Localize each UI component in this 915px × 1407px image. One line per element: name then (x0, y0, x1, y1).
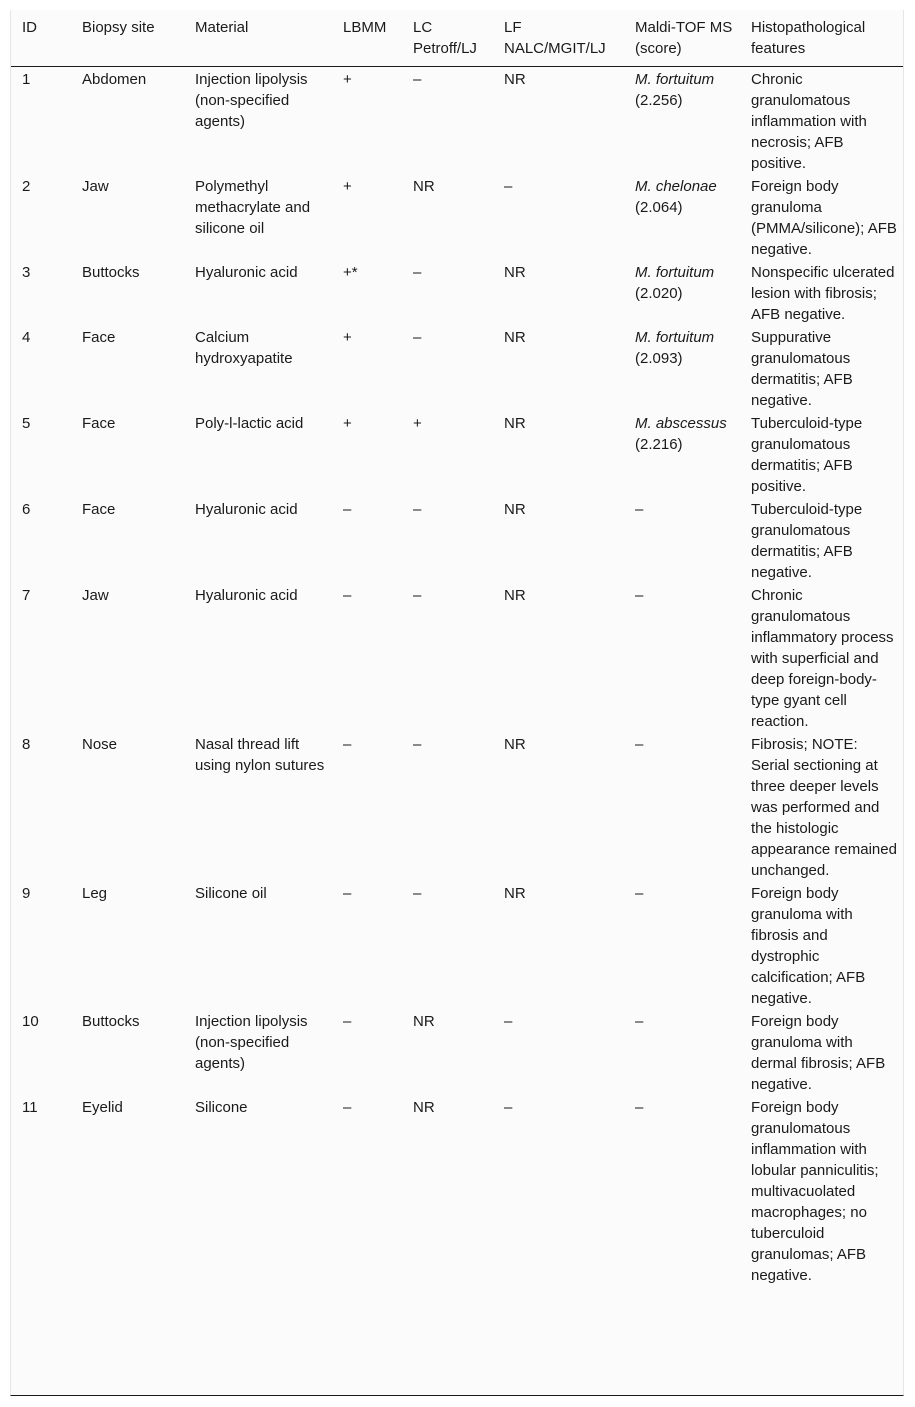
cell-lc: – (413, 587, 422, 604)
maldi-species: M. fortuitum (635, 329, 715, 346)
cell-lbmm: + (343, 329, 352, 346)
cell-lc: – (413, 71, 422, 88)
table-row (11, 326, 903, 412)
maldi-score: (2.256) (635, 92, 683, 109)
table-row (11, 261, 903, 326)
cell-lf: – (504, 1013, 513, 1030)
cell-lf: NR (504, 736, 526, 753)
cell-id: 8 (22, 736, 31, 753)
cell-biopsy-site: Jaw (82, 178, 109, 195)
cell-biopsy-site: Eyelid (82, 1099, 123, 1116)
maldi-score: (2.020) (635, 285, 683, 302)
cell-id: 9 (22, 885, 31, 902)
cell-lf: NR (504, 501, 526, 518)
cell-lbmm: +* (343, 264, 358, 281)
cell-material: Injection lipolysis (non-specified agents) (195, 71, 308, 130)
cell-material: Nasal thread lift using nylon sutures (195, 736, 325, 774)
cell-lf: NR (504, 415, 526, 432)
maldi-score: (2.064) (635, 199, 683, 216)
cell-material: Hyaluronic acid (195, 264, 298, 281)
cell-maldi (624, 1010, 740, 1096)
cell-maldi (624, 412, 740, 498)
cell-histopathology: Fibrosis; NOTE: Serial sectioning at three deeper levels was performed and the histologic appearance remained unchanged. (751, 736, 897, 879)
cell-histopathology: Foreign body granuloma with fibrosis and dystrophic calcification; AFB negative. (751, 885, 866, 1007)
cell-lc: NR (413, 1099, 435, 1116)
cell-material: Poly-l-lactic acid (195, 415, 304, 432)
cell-biopsy-site: Face (82, 329, 116, 346)
cell-histopathology: Suppurative granulomatous dermatitis; AFB negative. (751, 329, 853, 409)
cell-lc: – (413, 885, 422, 902)
cell-histopathology: Chronic granulomatous inflammation with necrosis; AFB positive. (751, 71, 867, 172)
cell-lbmm: – (343, 885, 352, 902)
cell-lf: NR (504, 885, 526, 902)
cell-maldi (624, 1096, 740, 1287)
cell-lc: – (413, 264, 422, 281)
cell-maldi (624, 67, 740, 176)
cell-histopathology: Nonspecific ulcerated lesion with fibrosis; AFB negative. (751, 264, 895, 323)
table-row (11, 175, 903, 261)
cell-id: 5 (22, 415, 31, 432)
cell-id: 2 (22, 178, 31, 195)
cell-lc: NR (413, 178, 435, 195)
header-lf: LF NALC/MGIT/LJ (493, 10, 624, 67)
results-table (11, 10, 903, 1287)
cell-biopsy-site: Abdomen (82, 71, 147, 88)
maldi-score: – (635, 1099, 644, 1116)
cell-id: 10 (22, 1013, 39, 1030)
cell-lf: – (504, 1099, 513, 1116)
table-row (11, 412, 903, 498)
cell-biopsy-site: Leg (82, 885, 108, 902)
cell-lbmm: + (343, 178, 352, 195)
cell-lc: – (413, 329, 422, 346)
header-id: ID (11, 10, 71, 67)
cell-histopathology: Foreign body granuloma with dermal fibrosis; AFB negative. (751, 1013, 886, 1093)
maldi-score: – (635, 1013, 644, 1030)
cell-lf: NR (504, 264, 526, 281)
cell-lbmm: + (343, 71, 352, 88)
maldi-species: M. abscessus (635, 415, 727, 432)
cell-maldi (624, 326, 740, 412)
cell-maldi (624, 733, 740, 882)
table-body (11, 67, 903, 1288)
table-row (11, 498, 903, 584)
cell-histopathology: Tuberculoid-type granulomatous dermatitis; AFB negative. (751, 501, 863, 581)
cell-id: 4 (22, 329, 31, 346)
cell-material: Hyaluronic acid (195, 501, 298, 518)
cell-lf: NR (504, 71, 526, 88)
cell-material: Silicone (195, 1099, 248, 1116)
maldi-score: (2.093) (635, 350, 683, 367)
header-biopsy-site: Biopsy site (71, 10, 184, 67)
table-row (11, 67, 903, 176)
maldi-species: M. chelonae (635, 178, 717, 195)
cell-lbmm: + (343, 415, 352, 432)
cell-lc: – (413, 501, 422, 518)
table-row (11, 733, 903, 882)
header-maldi: Maldi-TOF MS (score) (624, 10, 740, 67)
cell-material: Calcium hydroxyapatite (195, 329, 293, 367)
header-material: Material (184, 10, 332, 67)
cell-histopathology: Chronic granulomatous inflammatory process with superficial and deep foreign-body-type gyant cell reaction. (751, 587, 894, 730)
table-row (11, 584, 903, 733)
cell-material: Injection lipolysis (non-specified agents) (195, 1013, 308, 1072)
cell-maldi (624, 261, 740, 326)
cell-maldi (624, 882, 740, 1010)
cell-material: Hyaluronic acid (195, 587, 298, 604)
cell-histopathology: Foreign body granuloma (PMMA/silicone); AFB negative. (751, 178, 897, 258)
cell-biopsy-site: Face (82, 415, 116, 432)
table-row (11, 882, 903, 1010)
maldi-score: (2.216) (635, 436, 683, 453)
cell-id: 6 (22, 501, 31, 518)
cell-biopsy-site: Buttocks (82, 1013, 140, 1030)
cell-lbmm: – (343, 587, 352, 604)
cell-biopsy-site: Buttocks (82, 264, 140, 281)
cell-lbmm: – (343, 501, 352, 518)
table-row (11, 1010, 903, 1096)
cell-lf: NR (504, 329, 526, 346)
cell-lbmm: – (343, 1013, 352, 1030)
maldi-score: – (635, 885, 644, 902)
cell-biopsy-site: Nose (82, 736, 118, 753)
cell-id: 1 (22, 71, 31, 88)
table-header (11, 10, 903, 67)
header-lc: LC Petroff/LJ (402, 10, 493, 67)
cell-maldi (624, 175, 740, 261)
cell-lc: + (413, 415, 422, 432)
maldi-score: – (635, 501, 644, 518)
header-histopathology: Histopathological features (740, 10, 903, 67)
maldi-score: – (635, 736, 644, 753)
cell-id: 7 (22, 587, 31, 604)
cell-maldi (624, 584, 740, 733)
header-row (11, 10, 903, 67)
maldi-score: – (635, 587, 644, 604)
cell-maldi (624, 498, 740, 584)
results-table-container (10, 10, 904, 1396)
cell-lf: – (504, 178, 513, 195)
cell-material: Polymethyl methacrylate and silicone oil (195, 178, 311, 237)
maldi-species: M. fortuitum (635, 264, 715, 281)
cell-biopsy-site: Face (82, 501, 116, 518)
header-lbmm: LBMM (332, 10, 402, 67)
cell-lbmm: – (343, 736, 352, 753)
cell-lc: NR (413, 1013, 435, 1030)
cell-id: 3 (22, 264, 31, 281)
maldi-species: M. fortuitum (635, 71, 715, 88)
cell-id: 11 (22, 1099, 38, 1116)
cell-lbmm: – (343, 1099, 352, 1116)
cell-histopathology: Tuberculoid-type granulomatous dermatitis; AFB positive. (751, 415, 863, 495)
cell-lf: NR (504, 587, 526, 604)
cell-material: Silicone oil (195, 885, 267, 902)
table-row (11, 1096, 903, 1287)
cell-histopathology: Foreign body granulomatous inflammation with lobular panniculitis; multivacuolated macrophages; no tuberculoid granulomas; AFB negative. (751, 1099, 879, 1284)
cell-lc: – (413, 736, 422, 753)
cell-biopsy-site: Jaw (82, 587, 109, 604)
